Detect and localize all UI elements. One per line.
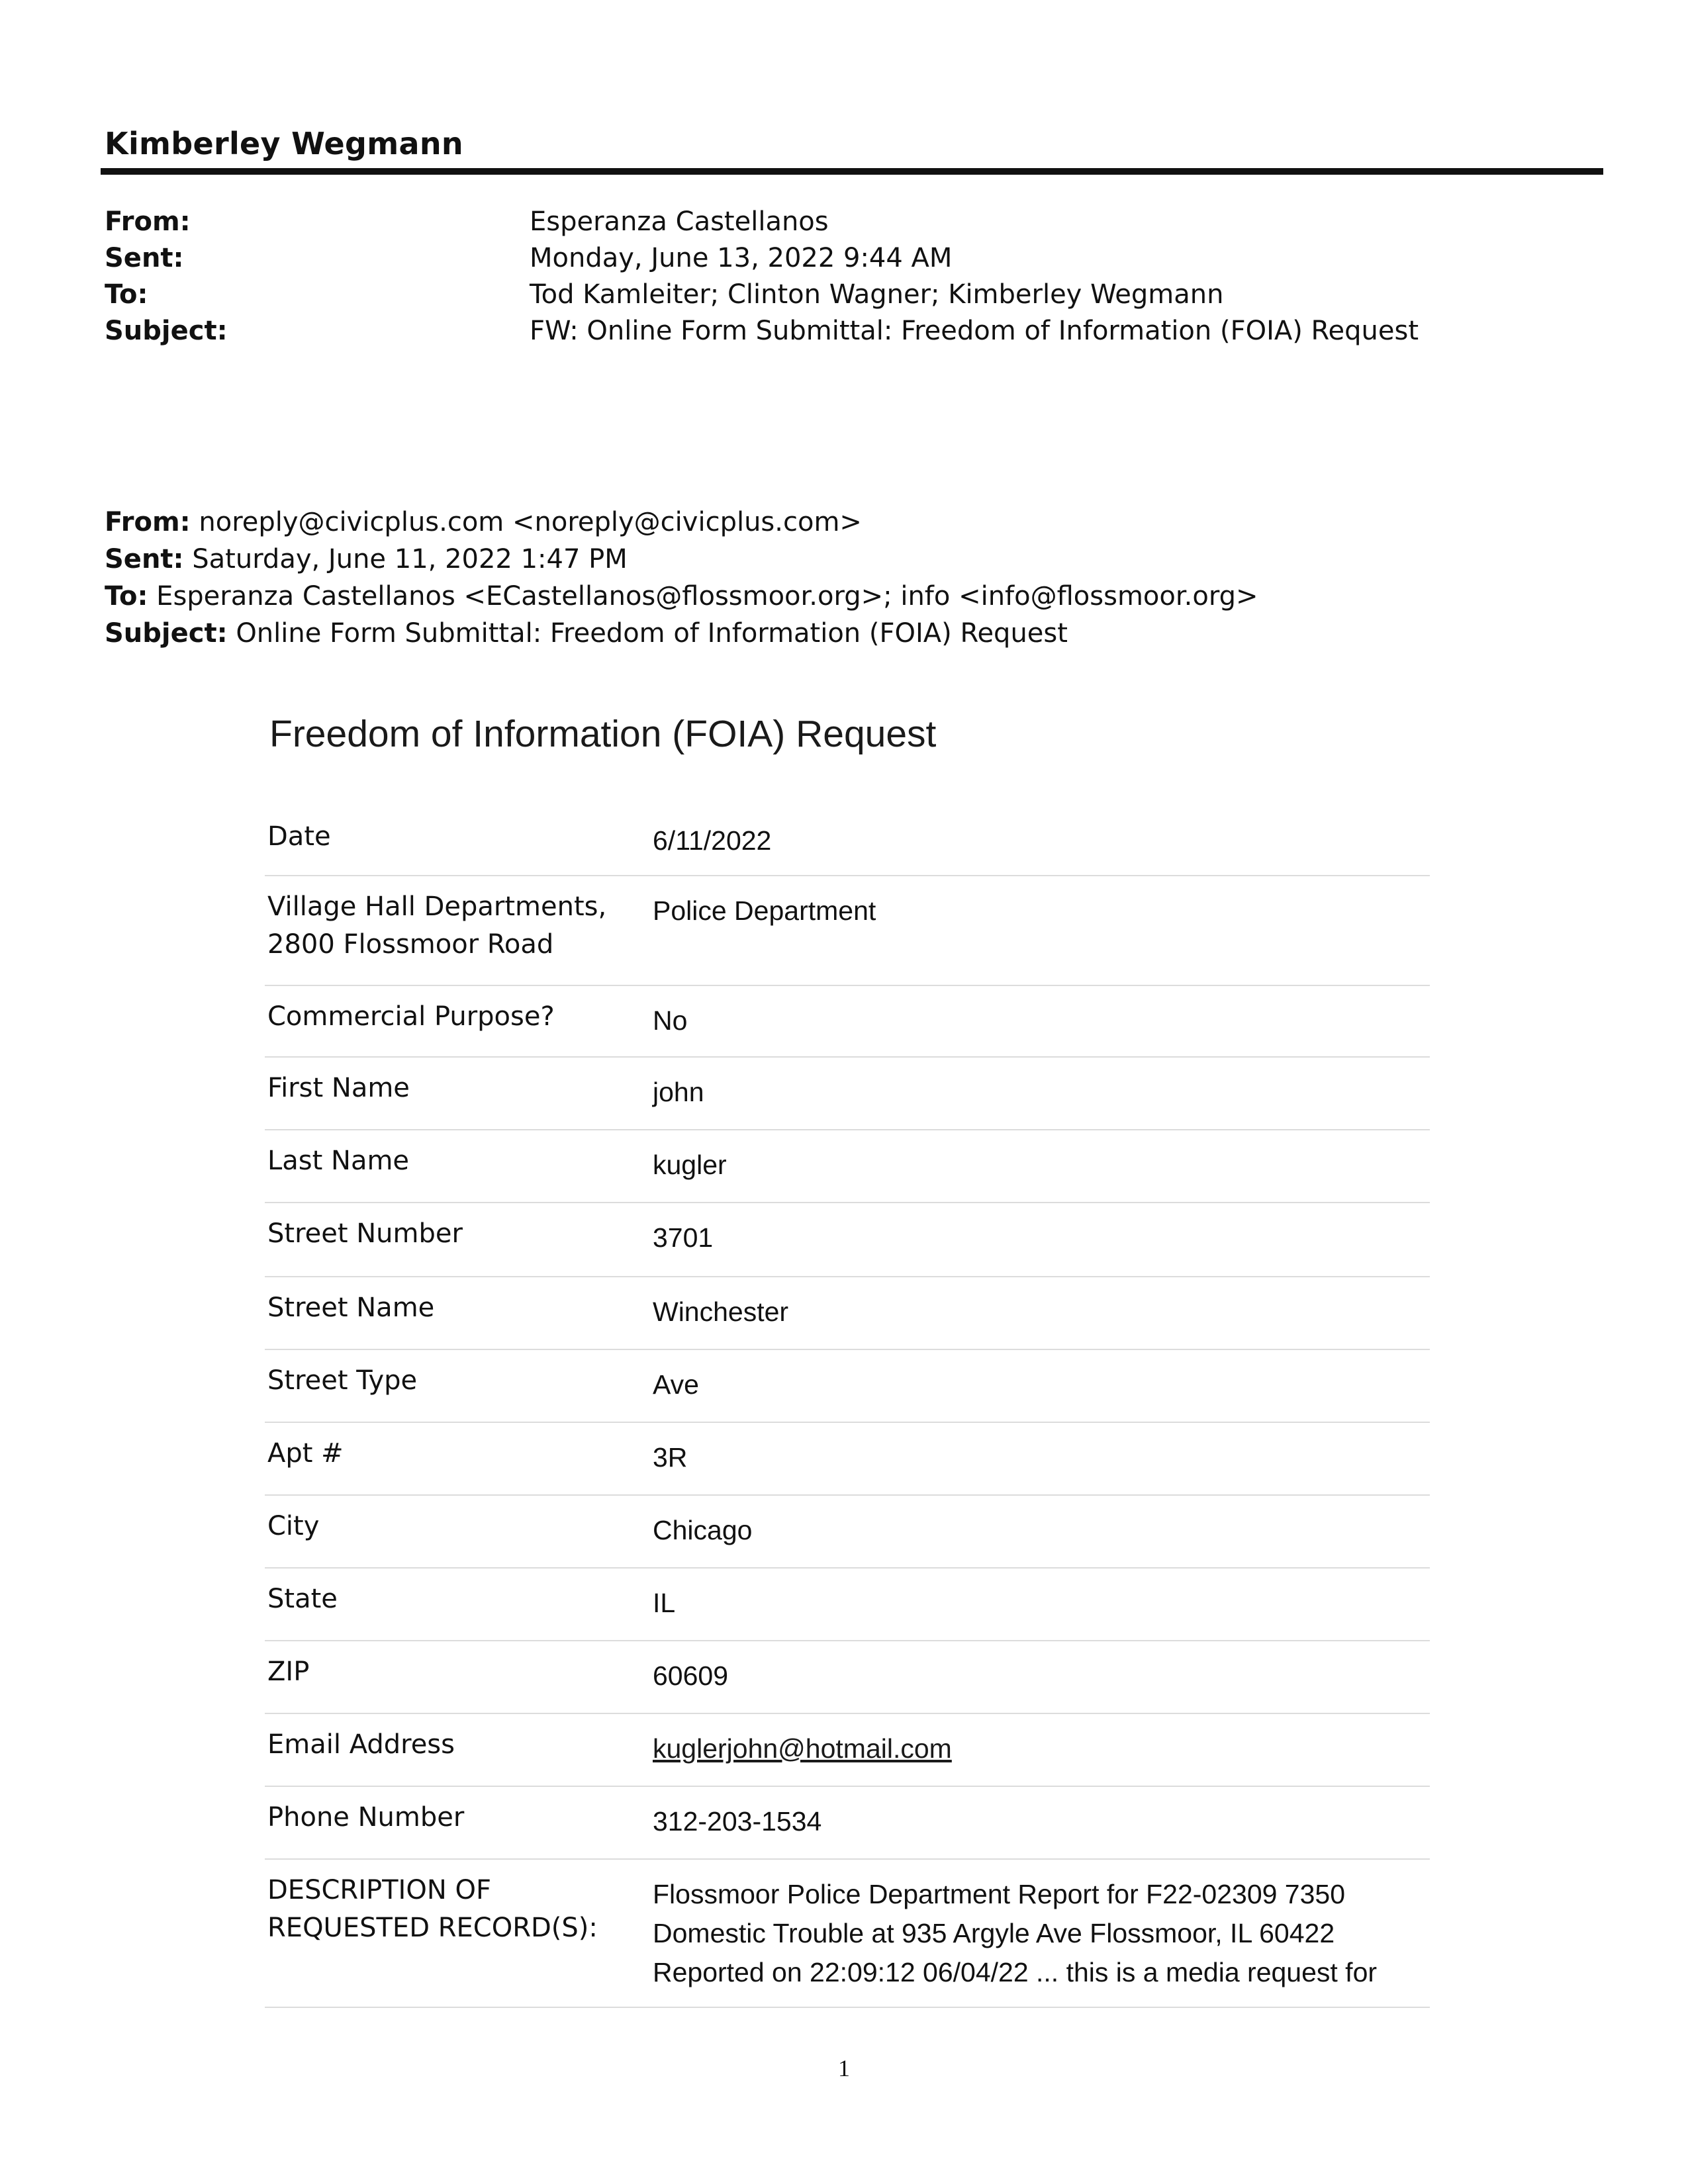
form-field-value-line: kuglerjohn@hotmail.com (653, 1733, 952, 1764)
form-field-label (267, 1435, 344, 1473)
form-row (265, 986, 1430, 1058)
forwarded-sent-value: Saturday, June 11, 2022 1:47 PM (192, 544, 628, 574)
mailbox-owner-name: Kimberley Wegmann (105, 126, 463, 161)
form-row (265, 876, 1430, 986)
forwarded-from-line (105, 507, 1258, 544)
form-field-value-line: Flossmoor Police Department Report for F22-02309 7350 (653, 1879, 1346, 1909)
form-field-value-line: 3R (653, 1442, 688, 1473)
form-field-value-line: No (653, 1005, 688, 1036)
form-field-label (267, 1726, 455, 1764)
email-link[interactable] (653, 1729, 952, 1768)
form-field-label (267, 1069, 410, 1107)
header-subject-label: Subject: (105, 316, 228, 346)
forwarded-to-line (105, 581, 1258, 618)
forwarded-from-value: noreply@civicplus.com <noreply@civicplus.com> (199, 507, 862, 537)
form-field-label-line: Commercial Purpose? (267, 1001, 555, 1032)
form-field-label-line: Village Hall Departments, (267, 891, 607, 922)
form-field-value (653, 1511, 752, 1550)
forwarded-header (105, 507, 1258, 655)
form-field-value (653, 1438, 687, 1477)
form-row (265, 1641, 1430, 1714)
form-field-label-line: State (267, 1584, 338, 1614)
form-field-value (653, 1584, 675, 1623)
form-field-value-line: john (653, 1077, 704, 1107)
forwarded-sent-line (105, 544, 1258, 581)
header-to-value: Tod Kamleiter; Clinton Wagner; Kimberley Wegmann (530, 279, 1224, 310)
form-field-label-line: Email Address (267, 1729, 455, 1760)
form-fields-table (265, 806, 1430, 2008)
forwarded-subject-line (105, 618, 1258, 655)
form-field-value (653, 1218, 713, 1257)
form-field-value-line: 6/11/2022 (653, 825, 772, 856)
form-row (265, 806, 1430, 876)
form-field-value-line: IL (653, 1588, 676, 1618)
header-from-label: From: (105, 206, 191, 237)
header-to-label: To: (105, 279, 148, 310)
form-field-label (267, 1508, 319, 1545)
forwarded-sent-label: Sent: (105, 544, 184, 574)
form-field-value-line: Reported on 22:09:12 06/04/22 ... this is a media request for (653, 1957, 1378, 1987)
form-field-label-line: Date (267, 821, 331, 852)
form-row (265, 1058, 1430, 1130)
header-subject-value: FW: Online Form Submittal: Freedom of Information (FOIA) Request (530, 316, 1419, 346)
form-field-value (653, 821, 771, 860)
form-field-value-line: Police Department (653, 895, 876, 926)
form-field-label-line: REQUESTED RECORD(S): (267, 1913, 598, 1943)
form-field-label (267, 818, 331, 856)
form-field-label-line: First Name (267, 1073, 410, 1103)
header-divider (101, 168, 1603, 175)
form-field-label (267, 998, 555, 1036)
form-row (265, 1130, 1430, 1203)
form-field-value (653, 1802, 821, 1841)
forwarded-from-label: From: (105, 507, 191, 537)
header-from-value: Esperanza Castellanos (530, 206, 829, 237)
page-number: 1 (838, 2055, 850, 2081)
form-field-value (653, 1073, 704, 1112)
forwarded-subject-label: Subject: (105, 618, 228, 649)
form-field-value-line: Ave (653, 1369, 699, 1400)
form-field-label-line: City (267, 1511, 320, 1541)
form-field-label (267, 1362, 417, 1400)
forwarded-to-label: To: (105, 581, 148, 612)
form-field-value-line: Domestic Trouble at 935 Argyle Ave Flossmoor, IL 60422 (653, 1918, 1335, 1948)
form-row (265, 1860, 1430, 2008)
form-field-label (267, 888, 606, 964)
header-sent-value: Monday, June 13, 2022 9:44 AM (530, 243, 953, 273)
form-field-value-line: Chicago (653, 1515, 753, 1545)
form-field-label-line: Street Number (267, 1218, 463, 1249)
header-sent-label: Sent: (105, 243, 184, 273)
form-field-value-line: 60609 (653, 1661, 729, 1691)
form-field-label-line: Last Name (267, 1146, 410, 1176)
form-field-value-line: Winchester (653, 1297, 789, 1327)
form-field-label-line: Apt # (267, 1438, 344, 1469)
form-field-label-line: ZIP (267, 1657, 310, 1687)
form-title: Freedom of Information (FOIA) Request (269, 713, 937, 755)
form-field-value-line: kugler (653, 1150, 727, 1180)
form-field-label-line: DESCRIPTION OF (267, 1875, 491, 1905)
form-field-value (653, 891, 876, 931)
form-row (265, 1714, 1430, 1787)
form-field-label (267, 1653, 309, 1691)
form-field-value (653, 1001, 687, 1040)
form-field-value-line: 3701 (653, 1222, 714, 1253)
form-field-value-line: 312-203-1534 (653, 1806, 822, 1837)
form-field-label-line: Street Name (267, 1293, 435, 1323)
forwarded-to-value: Esperanza Castellanos <ECastellanos@flossmoor.org>; info <info@flossmoor.org> (156, 581, 1258, 612)
form-field-value (653, 1293, 788, 1332)
form-row (265, 1203, 1430, 1277)
form-field-label-line: 2800 Flossmoor Road (267, 929, 554, 960)
form-row (265, 1350, 1430, 1423)
form-field-label (267, 1580, 338, 1618)
form-row (265, 1496, 1430, 1569)
form-field-label (267, 1215, 463, 1253)
form-field-value (653, 1365, 699, 1404)
forwarded-subject-value: Online Form Submittal: Freedom of Information (FOIA) Request (236, 618, 1068, 649)
form-field-label (267, 1289, 434, 1327)
form-row (265, 1787, 1430, 1860)
form-row (265, 1569, 1430, 1641)
form-field-label (267, 1799, 464, 1837)
form-row (265, 1423, 1430, 1496)
form-field-value (653, 1146, 727, 1185)
form-field-label (267, 1142, 409, 1180)
form-field-label-line: Street Type (267, 1365, 418, 1396)
form-field-label (267, 1872, 598, 1947)
form-field-value (653, 1657, 728, 1696)
form-field-label-line: Phone Number (267, 1802, 465, 1833)
form-field-value (653, 1875, 1377, 1992)
form-row (265, 1277, 1430, 1350)
